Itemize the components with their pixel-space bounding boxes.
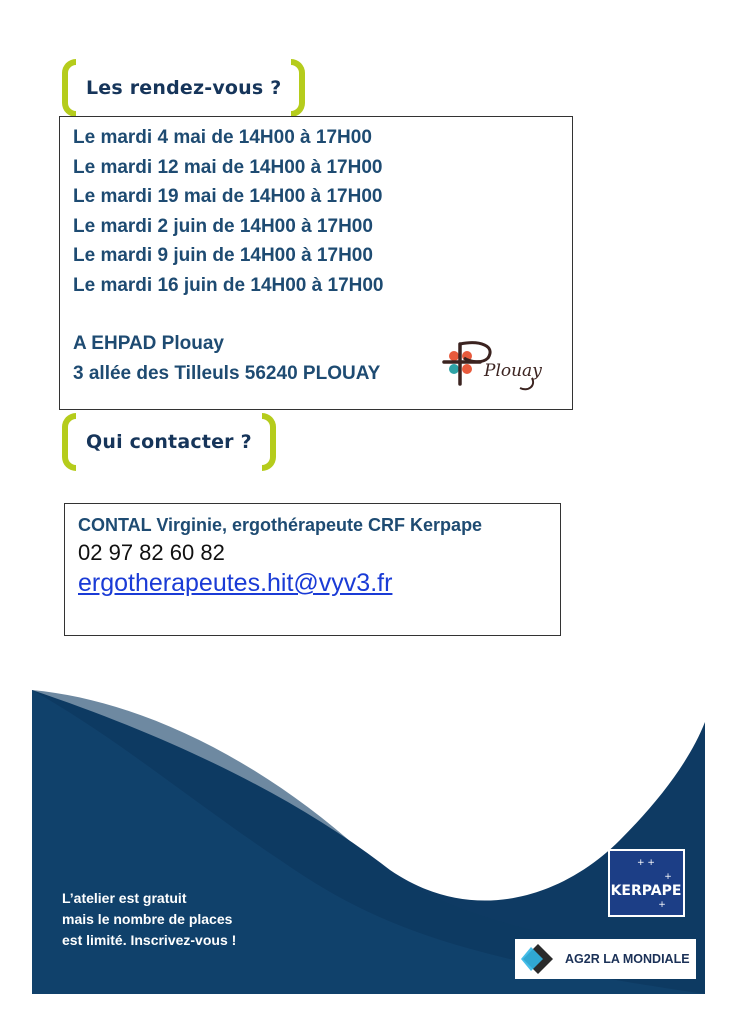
sparkle-icon: +: [658, 900, 666, 910]
footer-line: mais le nombre de places: [62, 911, 233, 927]
footer-line: L’atelier est gratuit: [62, 890, 187, 906]
sparkle-icon: +: [664, 872, 672, 882]
heading-contact-text: Qui contacter ?: [86, 431, 252, 453]
location-name: A EHPAD Plouay: [73, 333, 224, 354]
contact-name: CONTAL Virginie, ergothérapeute CRF Kerpape: [78, 515, 483, 535]
contact-email-link[interactable]: ergotherapeutes.hit@vyv3.fr: [78, 569, 393, 597]
kerpape-logo: [608, 849, 685, 917]
contact-phone: 02 97 82 60 82: [78, 540, 225, 565]
ag2r-logo-text: AG2R LA MONDIALE: [565, 952, 690, 966]
footer-line: est limité. Inscrivez-vous !: [62, 932, 237, 948]
date-line: Le mardi 4 mai de 14H00 à 17H00: [73, 127, 372, 148]
heading-appointments-text: Les rendez-vous ?: [86, 77, 282, 99]
location-address: 3 allée des Tilleuls 56240 PLOUAY: [73, 363, 381, 384]
ag2r-logo: [515, 939, 696, 979]
date-line: Le mardi 16 juin de 14H00 à 17H00: [73, 274, 384, 296]
footer-notice: [62, 888, 236, 951]
sparkle-icon: + +: [637, 858, 655, 868]
kerpape-logo-text: KERPAPE: [610, 883, 682, 899]
date-line: Le mardi 9 juin de 14H00 à 17H00: [73, 245, 373, 266]
date-line: Le mardi 19 mai de 14H00 à 17H00: [73, 186, 383, 207]
date-line: Le mardi 2 juin de 14H00 à 17H00: [73, 215, 373, 237]
date-line: Le mardi 12 mai de 14H00 à 17H00: [73, 156, 383, 178]
plouay-logo-text: Plouay: [484, 361, 542, 381]
ag2r-diamond-icon: [521, 942, 555, 976]
kerpape-logo-graphic: [610, 851, 683, 915]
